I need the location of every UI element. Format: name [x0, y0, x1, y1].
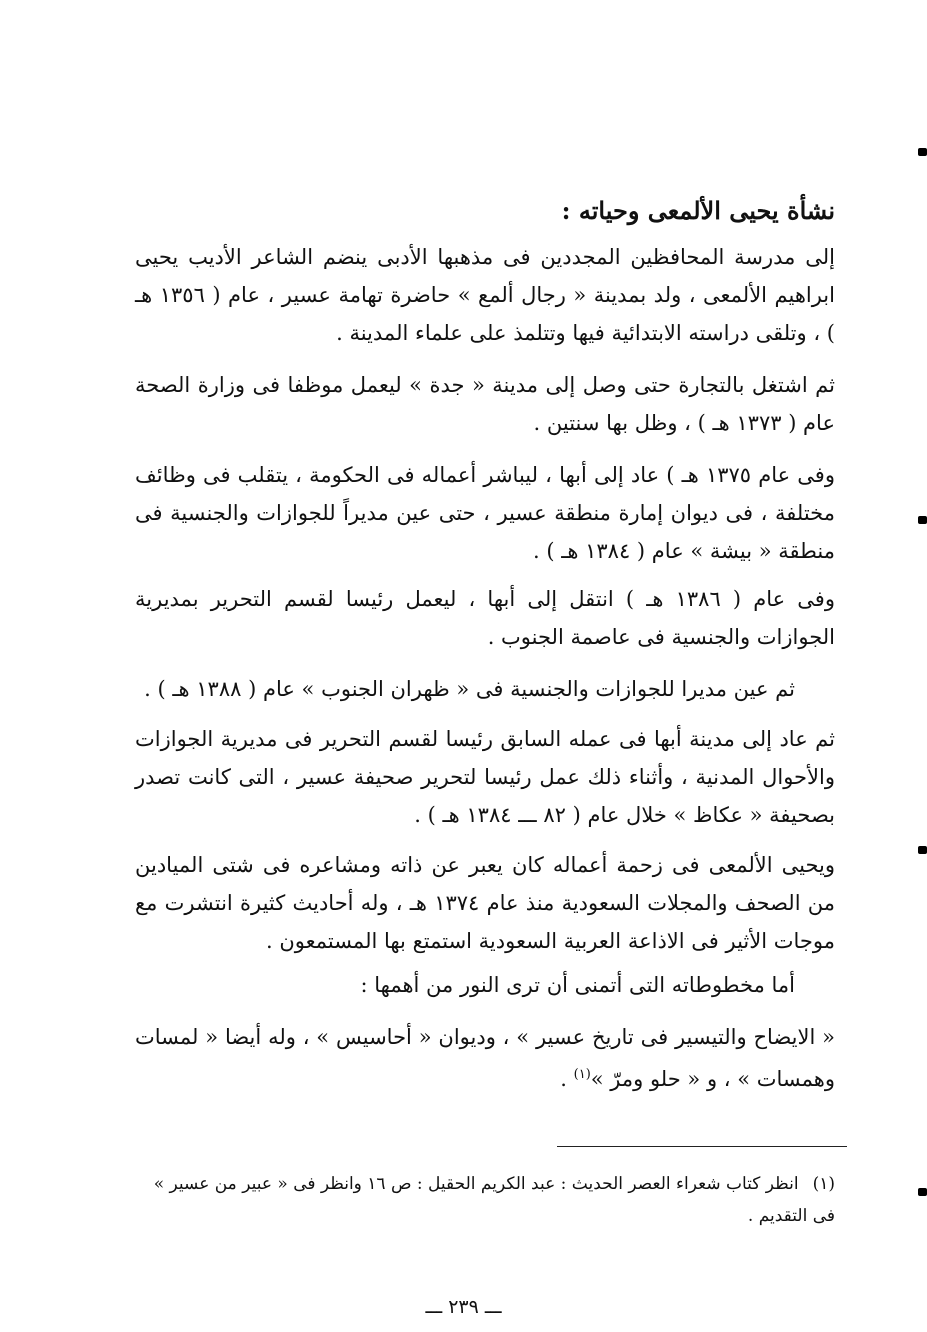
scan-edge-mark	[918, 516, 927, 524]
footnote	[135, 1168, 835, 1232]
paragraph-manuscripts-intro: أما مخطوطاته التى أتمنى أن ترى النور من أهمها :	[360, 973, 795, 997]
paragraph-birth: إلى مدرسة المحافظين المجددين فى مذهبها الأدبى ينضم الشاعر الأديب يحيى ابراهيم الألمعى ، ولد بمدينة « رجال ألمع » حاضرة تهامة عسير ، عام ( ١٣٥٦ هـ ) ، وتلقى دراسته الابتدائية فيها وتتلمذ على علماء المدينة .	[135, 245, 835, 345]
scan-edge-mark	[918, 846, 927, 854]
scan-edge-mark	[918, 1188, 927, 1196]
paragraph-abha-1375: وفى عام ١٣٧٥ هـ ) عاد إلى أبها ، ليباشر أعماله فى الحكومة ، يتقلب فى وظائف مختلفة ، فى ديوان إمارة منطقة عسير ، حتى عين مديراً للجوازات والجنسية فى منطقة « بيشة » عام ( ١٣٨٤ هـ ) .	[135, 463, 835, 563]
footnote-number: (١)	[812, 1174, 835, 1194]
footnote-reference[interactable]: (١)	[573, 1067, 591, 1082]
paragraph-media-work: ويحيى الألمعى فى زحمة أعماله كان يعبر عن ذاته ومشاعره فى شتى الميادين من الصحف والمجلات السعودية منذ عام ١٣٧٤ هـ ، وله أحاديث كثيرة انتشرت مع موجات الأثير فى الاذاعة العربية السعودية استمتع بها المستمعون .	[135, 853, 835, 953]
manuscripts-trail: .	[560, 1067, 574, 1091]
page-number: ـــ ٢٣٩ ـــ	[425, 1296, 502, 1318]
footnote-divider	[557, 1146, 847, 1147]
footnote-text: انظر كتاب شعراء العصر الحديث : عبد الكريم الحقيل : ص ١٦ وانظر فى « عبير من عسير » فى التقديم .	[153, 1174, 835, 1226]
scan-edge-mark	[918, 148, 927, 156]
manuscripts-text: « الايضاح والتيسير فى تاريخ عسير » ، وديوان « أحاسيس » ، وله أيضا « لمسات وهمسات » ، و « حلو ومرّ »	[135, 1025, 835, 1091]
paragraph-trade-jeddah: ثم اشتغل بالتجارة حتى وصل إلى مدينة « جدة » ليعمل موظفا فى وزارة الصحة عام ( ١٣٧٣ هـ ) ، وظل بها سنتين .	[135, 373, 835, 435]
paragraph-asir-newspaper: ثم عاد إلى مدينة أبها فى عمله السابق رئيسا لقسم التحرير فى مديرية الجوازات والأحوال المدنية ، وأثناء ذلك عمل رئيسا لتحرير صحيفة عسير ، التى كانت تصدر بصحيفة « عكاظ » خلال عام ( ٨٢ ـــ ١٣٨٤ هـ ) .	[135, 727, 835, 827]
paragraph-manuscripts-list	[135, 1018, 835, 1098]
section-heading: نشأة يحيى الألمعى وحياته :	[561, 196, 835, 225]
paragraph-dhahran-1388: ثم عين مديرا للجوازات والجنسية فى « ظهران الجنوب » عام ( ١٣٨٨ هـ ) .	[144, 677, 795, 701]
paragraph-abha-1386: وفى عام ( ١٣٨٦ هـ ) انتقل إلى أبها ، ليعمل رئيسا لقسم التحرير بمديرية الجوازات والجنسية فى عاصمة الجنوب .	[135, 587, 835, 649]
